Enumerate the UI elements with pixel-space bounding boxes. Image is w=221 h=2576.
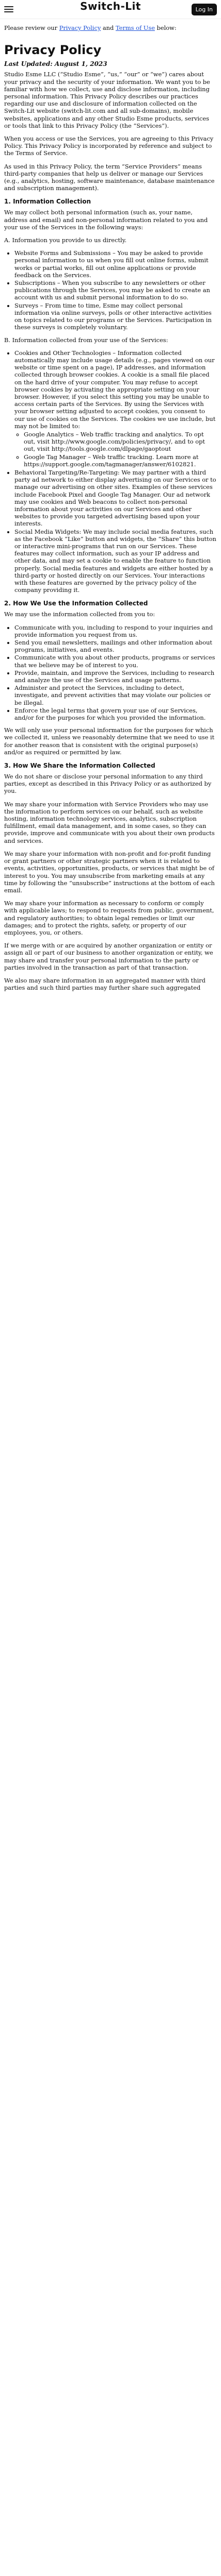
- section-paragraph: We may share your information with non-profit and for-profit funding or grant partners or other strategic partners when it is related to events, activities, opportunities, products, or services that might be of interest to you. You may unsubscribe from marketing emails at any time by following the “unsubscribe” instructions at the bottom of each email.: [4, 850, 215, 894]
- top-navigation-bar: [0, 0, 221, 19]
- list-item: • Administer and protect the Services, including to detect, investigate, and prevent activities that may violate our policies or be illegal.: [14, 684, 217, 706]
- hamburger-menu-icon[interactable]: [4, 5, 13, 14]
- policy-notice: [4, 24, 217, 31]
- list-item: • Communicate with you about other products, programs or services that we believe may be of interest to you.: [14, 654, 217, 668]
- section-paragraph: We also may share information in an aggregated manner with third parties and such third parties may further share such aggregated: [4, 976, 206, 992]
- notice-text-below: below:: [154, 24, 177, 31]
- list-item: • Communicate with you, including to respond to your inquiries and provide information you request from us.: [14, 624, 217, 638]
- login-button[interactable]: Log In: [192, 4, 217, 15]
- list-item: • Behavioral Targeting/Re-Targeting: We may partner with a third party ad network to either display advertising on our Services or to manage our advertising on other sites. Examples of these services include Facebook Pixel and Google Tag Manager. Our ad network may use cookies and Web beacons to collect non-personal information about your activities on our Services and other websites to provide you targeted advertising based upon your interests.: [14, 469, 217, 528]
- policy-content: [0, 19, 221, 991]
- last-updated-date: Last Updated: August 1, 2023: [4, 60, 107, 68]
- use-list: [4, 624, 217, 722]
- subsection-heading: A. Information you provide to us directly.: [4, 236, 127, 244]
- section-paragraph: We will only use your personal information for the purposes for which we collected it, unless we reasonably determine that we need to use it for another reason that is consistent with the original purpose(s) and/or as required or permitted by law.: [4, 726, 215, 756]
- list-item: • Surveys – From time to time, Esme may collect personal information via online surveys, polls or other interactive activities on topics related to our programs or the Services. Participation in these surveys is completely voluntary.: [14, 302, 217, 331]
- direct-info-list: [4, 249, 217, 331]
- notice-text: Please review our: [4, 24, 59, 31]
- notice-text-and: and: [101, 24, 116, 31]
- list-item-text: Cookies and Other Technologies – Information collected automatically may include usage details (e.g., pages viewed on our website or time spent on a page), IP addresses, and information collected through browser cookies. A cookie is a small file placed on the hard drive of your computer. You may refuse to accept browser cookies by activating the appropriate setting on your browser. However, if you select this setting you may be unable to access certain parts of the Services. By using the Services with your browser setting adjusted to accept cookies, you consent to our use of cookies on the Services. The cookies we use include, but may not be limited to:: [14, 349, 216, 430]
- section-paragraph: We may use the information collected from you to:: [4, 611, 155, 618]
- terms-of-use-link[interactable]: Terms of Use: [115, 24, 155, 31]
- list-item: [14, 349, 217, 468]
- list-item: ◦ Google Analytics – Web traffic tracking and analytics. To opt out, visit http://www.google.com/policies/privacy/, and to opt out, visit http://tools.google.com/dlpage/gaoptout: [24, 431, 217, 453]
- list-item: • Provide, maintain, and improve the Services, including to research and analyze the use of the Services and usage patterns.: [14, 669, 217, 684]
- intro-paragraph: Studio Esme LLC (“Studio Esme”, “us,” “our” or “we”) cares about your privacy and the security of your information. We want you to be familiar with how we collect, use and disclose information, including personal information. This Privacy Policy describes our practices regarding our use and disclosure of information collected on the Switch-Lit website (switch-lit.com and all sub-domains), mobile websites, applications and any other Studio Esme products, services or tools that link to this Privacy Policy (the “Services”).: [4, 71, 210, 129]
- section-paragraph: We may share your information as necessary to conform or comply with applicable laws; to respond to requests from public, government, and regulatory authorities; to obtain legal remedies or limit our damages; and to protect the rights, safety, or property of our employees, you, or others.: [4, 900, 214, 936]
- section-paragraph: We may collect both personal information (such as, your name, address and email) and non-personal information related to you and your use of the Services in the following ways:: [4, 209, 208, 231]
- section-paragraph: If we merge with or are acquired by another organization or entity or assign all or part of our business to another organization or entity, we may share and transfer your personal information to the party or parties involved in the transaction as part of that transaction.: [4, 942, 213, 971]
- list-item: • Subscriptions – When you subscribe to any newsletters or other publications through the Services, you may be asked to create an account with us and submit personal information to do so.: [14, 279, 217, 301]
- list-item: • Enforce the legal terms that govern your use of our Services, and/or for the purposes for which you provided the information.: [14, 707, 217, 721]
- list-item: ◦ Google Tag Manager – Web traffic tracking. Learn more at https://support.google.com/tagmanager/answer/6102821.: [24, 453, 217, 468]
- section-heading-information-use: 2. How We Use the Information Collected: [4, 600, 148, 607]
- section-paragraph: We do not share or disclose your personal information to any third parties, except as described in this Privacy Policy or as authorized by you.: [4, 773, 212, 795]
- intro-paragraph: As used in this Privacy Policy, the term “Service Providers” means third-party companies that help us deliver or manage our Services (e.g., analytics, hosting, software maintenance, database maintenance and subscription management).: [4, 162, 215, 192]
- section-heading-information-sharing: 3. How We Share the Information Collected: [4, 762, 155, 770]
- list-item: • Social Media Widgets: We may include social media features, such as the Facebook “Like” button and widgets, the “Share” this button or interactive mini-programs that run on our Services. These features may collect information, such as your IP address and other data, and may set a cookie to enable the feature to function properly. Social media features and widgets are either hosted by a third-party or hosted directly on our Services. Your interactions with these features are governed by the privacy policy of the company providing it.: [14, 528, 217, 594]
- privacy-policy-link[interactable]: Privacy Policy: [59, 24, 101, 31]
- section-paragraph: We may share your information with Service Providers who may use the information to perform services on our behalf, such as website hosting, information technology services, analytics, subscription fulfillment, email data management, and in some cases, so they can provide, improve and communicate with you about their own products and services.: [4, 800, 215, 844]
- page-title: Privacy Policy: [4, 43, 102, 58]
- site-logo[interactable]: Switch-Lit: [80, 0, 141, 12]
- cookie-list: [14, 431, 217, 468]
- list-item: • Send you email newsletters, mailings and other information about programs, initiatives, and events.: [14, 639, 217, 653]
- usage-info-list: [4, 349, 217, 594]
- subsection-heading: B. Information collected from your use of the Services:: [4, 336, 168, 344]
- section-heading-information-collection: 1. Information Collection: [4, 198, 91, 206]
- intro-paragraph: When you access or use the Services, you are agreeing to this Privacy Policy. This Privacy Policy is incorporated by reference and subject to the Terms of Service.: [4, 135, 214, 157]
- list-item: • Website Forms and Submissions – You may be asked to provide personal information to us when you fill out online forms, submit works or partial works, fill out online applications or provide feedback on the Services.: [14, 249, 217, 279]
